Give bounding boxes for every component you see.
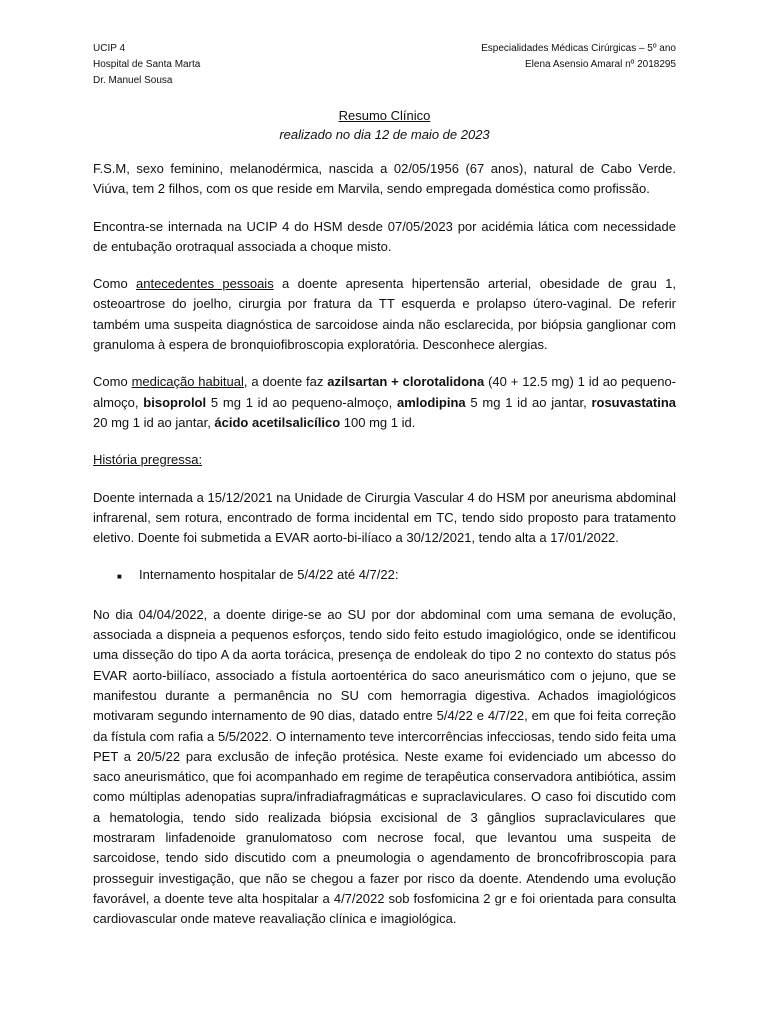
drug-azilsartan: azilsartan + clorotalidona bbox=[327, 374, 485, 390]
antecedents-label: antecedentes pessoais bbox=[136, 276, 274, 292]
medication-text-6: 100 mg 1 id. bbox=[340, 414, 416, 430]
document-body bbox=[93, 159, 676, 947]
medication-pre: Como bbox=[93, 374, 132, 390]
medication-paragraph bbox=[93, 372, 676, 433]
drug-amlodipina: amlodipina bbox=[397, 394, 466, 410]
identification-paragraph: F.S.M, sexo feminino, melanodérmica, nascida a 02/05/1956 (67 anos), natural de Cabo Verde. Viúva, tem 2 filhos, com os que reside em Marvila, sendo empregada doméstica como profissão. bbox=[93, 161, 676, 197]
header-course: Especialidades Médicas Cirúrgicas – 5º ano bbox=[481, 43, 676, 54]
header-right bbox=[481, 41, 676, 73]
drug-bisoprolol: bisoprolol bbox=[143, 394, 207, 410]
admission-paragraph: Encontra-se internada na UCIP 4 do HSM desde 07/05/2023 por acidémia lática com necessidade de entubação orotraqual associada a choque misto. bbox=[93, 218, 676, 254]
header-student: Elena Asensio Amaral nº 2018295 bbox=[525, 59, 676, 70]
medication-text-3: 5 mg 1 id ao pequeno-almoço, bbox=[206, 394, 397, 410]
history-heading: História pregressa: bbox=[93, 452, 203, 468]
header-unit: UCIP 4 bbox=[93, 43, 126, 54]
bullet-text: Internamento hospitalar de 5/4/22 até 4/7/22: bbox=[139, 567, 399, 583]
medication-label: medicação habitual bbox=[131, 374, 244, 390]
medication-text-5: 20 mg 1 id ao jantar, bbox=[93, 414, 215, 430]
header-hospital: Hospital de Santa Marta bbox=[93, 59, 201, 70]
document-title: Resumo Clínico bbox=[338, 108, 431, 123]
medication-text-4: 5 mg 1 id ao jantar, bbox=[465, 394, 592, 410]
medication-text-2: (40 + 12.5 mg) 1 id ao pequeno-almoço, bbox=[93, 374, 677, 410]
medication-text-1: , a doente faz bbox=[243, 374, 328, 390]
bullet-item bbox=[93, 565, 676, 587]
drug-rosuvastatina: rosuvastatina bbox=[591, 394, 676, 410]
history-paragraph-2: No dia 04/04/2022, a doente dirige-se ao SU por dor abdominal com uma semana de evolução, associada a dispneia a pequenos esforços, tendo sido feito estudo imagiológico, onde se identificou uma disseção do tipo A da aorta torácica, presença de endoleak do tipo 2 no contexto do status pós EVAR aorto-biilíaco, associado a fístula aortoentérica do saco aneurismático com o jejuno, que se manifestou durante a permanência no SU com hemorragia digestiva. Achados imagiológicos motivaram segundo internamento de 90 dias, datado entre 5/4/22 e 4/7/22, em que foi feita correção da fístula com rafia a 5/5/2022. O internamento teve intercorrências infecciosas, tendo sido feita uma PET a 20/5/22 para exclusão de infeção protésica. Neste exame foi evidenciado um abcesso do saco aneurismático, que foi acompanhado em regime de terapêutica conservadora antibiótica, assim como múltiplas adenopatias supra/infradiafragmáticas e supraclaviculares. O caso foi discutido com a hematologia, tendo sido realizada biópsia excisional de 3 gânglios supraclaviculares que mostraram linfadenoide granulomatoso com necrose focal, que levantou uma suspeita de sarcoidose, tendo sido discutido com a pneumologia o agendamento de broncofribroscopia para prosseguir investigação, que não se chegou a fazer por risco da doente. Atendendo uma evolução favorável, a doente teve alta hospitalar a 4/7/2022 sob fosfomicina 2 gr e foi orientada para consulta cardiovascular onde mateve reavaliação clínica e imagiológica. bbox=[93, 606, 676, 927]
document-subtitle: realizado no dia 12 de maio de 2023 bbox=[279, 127, 490, 142]
antecedents-text: a doente apresenta hipertensão arterial, obesidade de grau 1, osteoartrose do joelho, cirurgia por fratura da TT esquerda e prolapso útero-vaginal. De referir também uma suspeita diagnóstica de sarcoidose ainda não esclarecida, por biópsia ganglionar com granuloma à espera de bronquiofibroscopia exploratória. Desconhece alergias. bbox=[93, 276, 676, 353]
bullet-square-icon: ■ bbox=[117, 572, 122, 582]
title-block bbox=[93, 106, 676, 144]
header-doctor: Dr. Manuel Sousa bbox=[93, 75, 173, 86]
drug-aspirin: ácido acetilsalicílico bbox=[214, 414, 341, 430]
antecedents-pre: Como bbox=[93, 276, 136, 292]
history-paragraph-1: Doente internada a 15/12/2021 na Unidade de Cirurgia Vascular 4 do HSM por aneurisma abdominal infrarenal, sem rotura, encontrado de forma incidental em TC, tendo sido proposto para tratamento eletivo. Doente foi submetida a EVAR aorto-bi-ilíaco a 30/12/2021, tendo alta a 17/01/2022. bbox=[93, 489, 676, 546]
header-left bbox=[93, 41, 200, 89]
antecedents-paragraph bbox=[93, 274, 676, 355]
